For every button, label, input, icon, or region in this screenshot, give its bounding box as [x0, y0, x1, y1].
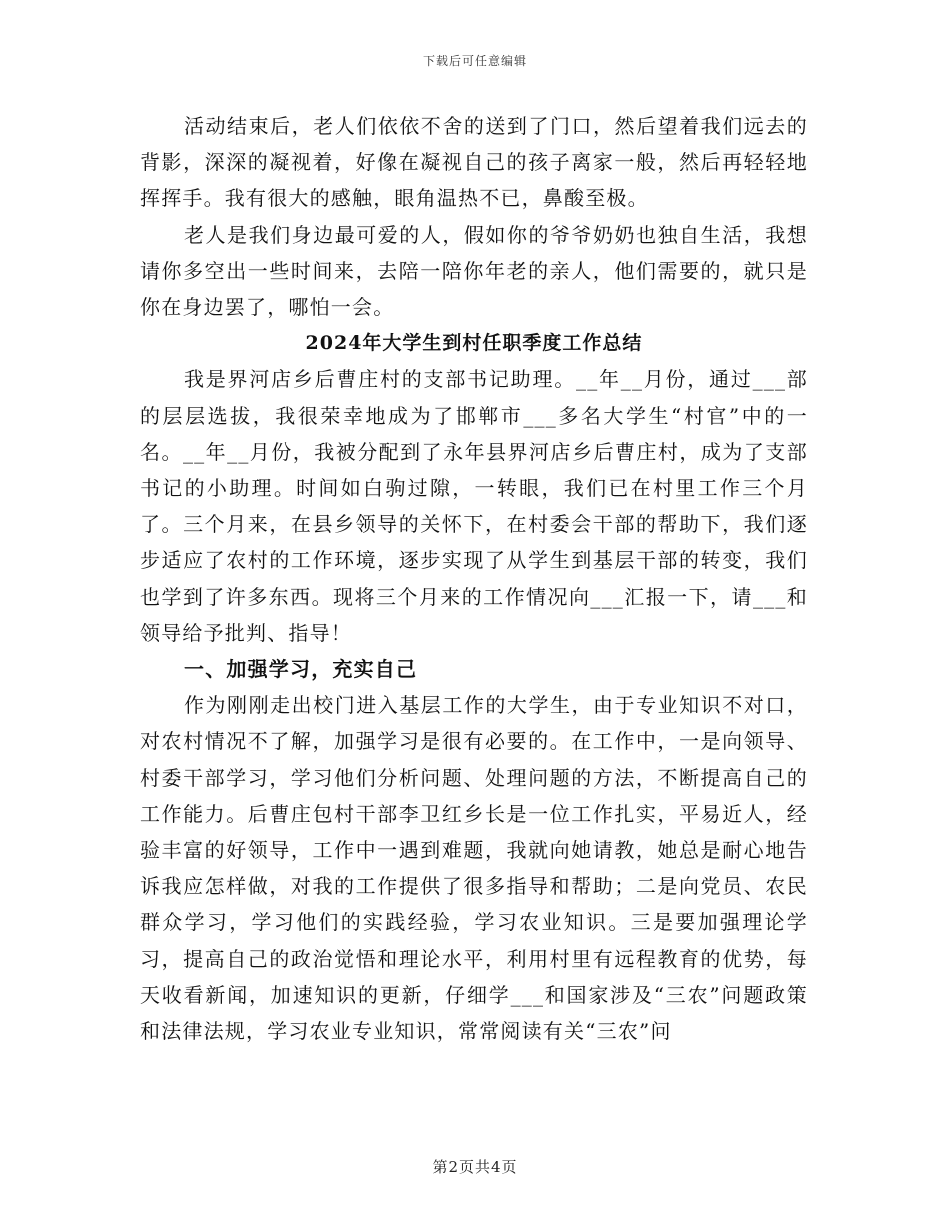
- section-paragraph: 作为刚刚走出校门进入基层工作的大学生，由于专业知识不对口，对农村情况不了解，加强学习是很有必要的。在工作中，一是向领导、村委干部学习，学习他们分析问题、处理问题的方法，不断提高自己的工作能力。后曹庄包村干部李卫红乡长是一位工作扎实，平易近人，经验丰富的好领导，工作中一遇到难题，我就向她请教，她总是耐心地告诉我应怎样做，对我的工作提供了很多指导和帮助；二是向党员、农民群众学习，学习他们的实践经验，学习农业知识。三是要加强理论学习，提高自己的政治觉悟和理论水平，利用村里有远程教育的优势，每天收看新闻，加速知识的更新，仔细学___和国家涉及“三农”问题政策和法律法规，学习农业专业知识，常常阅读有关“三农”问: [140, 693, 808, 1044]
- intro-paragraph: 活动结束后，老人们依依不舍的送到了门口，然后望着我们远去的背影，深深的凝视着，好像在凝视自己的孩子离家一般，然后再轻轻地挥挥手。我有很大的感触，眼角温热不已，鼻酸至极。: [140, 114, 808, 211]
- body-paragraph: 我是界河店乡后曹庄村的支部书记助理。__年__月份，通过___部的层层选拔，我很荣幸地成为了邯郸市___多名大学生“村官”中的一名。__年__月份，我被分配到了永年县界河店乡后曹庄村，成为了支部书记的小助理。时间如白驹过隙，一转眼，我们已在村里工作三个月了。三个月来，在县乡领导的关怀下，在村委会干部的帮助下，我们逐步适应了农村的工作环境，逐步实现了从学生到基层干部的转变，我们也学到了许多东西。现将三个月来的工作情况向___汇报一下，请___和领导给予批判、指导！: [140, 367, 808, 645]
- page-header: 下载后可任意编辑: [422, 54, 527, 68]
- document-body: [140, 108, 808, 1049]
- section-heading: 一、加强学习，充实自己: [184, 657, 418, 682]
- document-title: 2024年大学生到村任职季度工作总结: [305, 332, 643, 355]
- page-footer: 第2页共4页: [432, 1158, 518, 1176]
- intro-paragraph: 老人是我们身边最可爱的人，假如你的爷爷奶奶也独自生活，我想请你多空出一些时间来，去陪一陪你年老的亲人，他们需要的，就只是你在身边罢了，哪怕一会。: [140, 222, 808, 320]
